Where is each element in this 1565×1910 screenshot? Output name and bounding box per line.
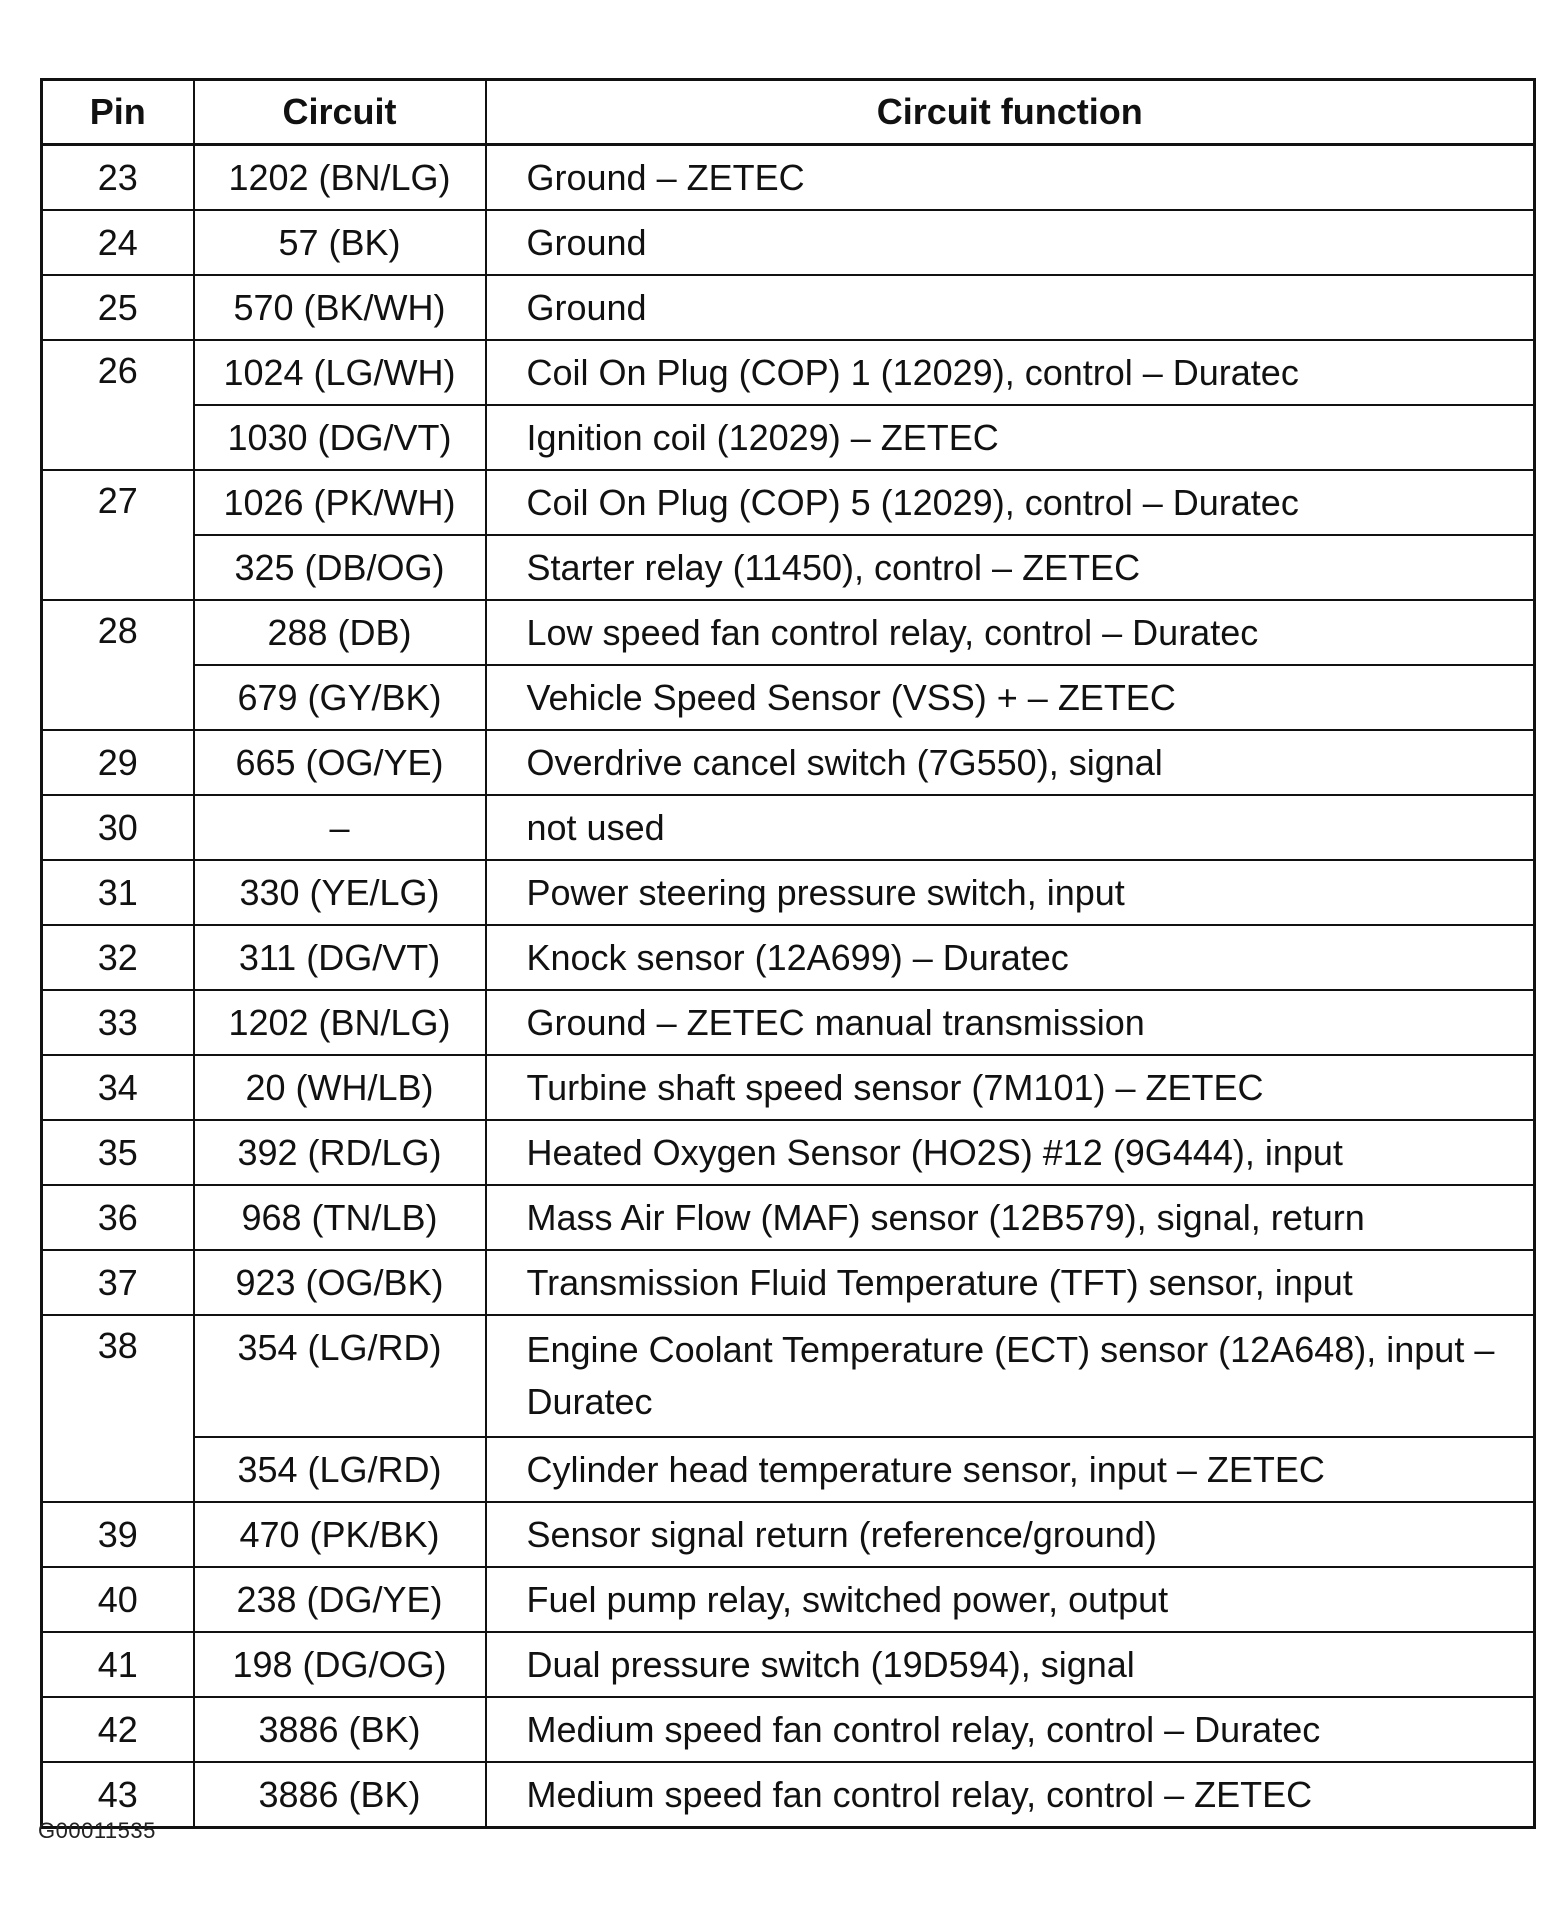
table-row [42, 405, 1535, 470]
circuit-cell: 1202 (BN/LG) [194, 145, 486, 211]
table-row [42, 1567, 1535, 1632]
circuit-cell: 57 (BK) [194, 210, 486, 275]
pin-cell: 41 [42, 1632, 194, 1697]
table-row [42, 1315, 1535, 1437]
pin-cell: 38 [42, 1315, 194, 1502]
table-row [42, 1055, 1535, 1120]
table-row [42, 1250, 1535, 1315]
table-row [42, 795, 1535, 860]
circuit-cell: – [194, 795, 486, 860]
table-row [42, 145, 1535, 211]
function-cell: Starter relay (11450), control – ZETEC [486, 535, 1535, 600]
pin-cell: 37 [42, 1250, 194, 1315]
circuit-cell: 288 (DB) [194, 600, 486, 665]
pin-cell: 39 [42, 1502, 194, 1567]
function-cell: Turbine shaft speed sensor (7M101) – ZETEC [486, 1055, 1535, 1120]
table-row [42, 470, 1535, 535]
pin-column-header: Pin [42, 80, 194, 145]
pin-cell: 35 [42, 1120, 194, 1185]
circuit-cell: 354 (LG/RD) [194, 1437, 486, 1502]
circuit-cell: 3886 (BK) [194, 1697, 486, 1762]
function-cell: Ignition coil (12029) – ZETEC [486, 405, 1535, 470]
function-cell: Ground – ZETEC [486, 145, 1535, 211]
pin-cell: 34 [42, 1055, 194, 1120]
function-cell: Transmission Fluid Temperature (TFT) sensor, input [486, 1250, 1535, 1315]
function-cell: Overdrive cancel switch (7G550), signal [486, 730, 1535, 795]
pin-circuit-table [40, 78, 1536, 1829]
pin-cell: 31 [42, 860, 194, 925]
table-row [42, 925, 1535, 990]
pin-cell: 23 [42, 145, 194, 211]
table-row [42, 860, 1535, 925]
table-row [42, 1437, 1535, 1502]
pin-cell: 43 [42, 1762, 194, 1828]
circuit-cell: 470 (PK/BK) [194, 1502, 486, 1567]
circuit-cell: 570 (BK/WH) [194, 275, 486, 340]
pin-cell: 26 [42, 340, 194, 470]
circuit-cell: 665 (OG/YE) [194, 730, 486, 795]
table-row [42, 730, 1535, 795]
table-row [42, 535, 1535, 600]
pin-cell: 32 [42, 925, 194, 990]
table-row [42, 1762, 1535, 1828]
pin-cell: 28 [42, 600, 194, 730]
table-row [42, 990, 1535, 1055]
circuit-cell: 1026 (PK/WH) [194, 470, 486, 535]
function-cell: Knock sensor (12A699) – Duratec [486, 925, 1535, 990]
table-row [42, 1502, 1535, 1567]
table-row [42, 600, 1535, 665]
circuit-cell: 923 (OG/BK) [194, 1250, 486, 1315]
table-row [42, 210, 1535, 275]
circuit-cell: 354 (LG/RD) [194, 1315, 486, 1437]
function-cell: Dual pressure switch (19D594), signal [486, 1632, 1535, 1697]
table-row [42, 1120, 1535, 1185]
function-cell: Heated Oxygen Sensor (HO2S) #12 (9G444), input [486, 1120, 1535, 1185]
function-cell: Cylinder head temperature sensor, input – ZETEC [486, 1437, 1535, 1502]
circuit-cell: 1202 (BN/LG) [194, 990, 486, 1055]
figure-id-label: G00011535 [38, 1818, 156, 1843]
circuit-cell: 330 (YE/LG) [194, 860, 486, 925]
function-cell: Fuel pump relay, switched power, output [486, 1567, 1535, 1632]
function-cell: Mass Air Flow (MAF) sensor (12B579), signal, return [486, 1185, 1535, 1250]
circuit-cell: 1030 (DG/VT) [194, 405, 486, 470]
circuit-column-header: Circuit [194, 80, 486, 145]
function-cell: Low speed fan control relay, control – Duratec [486, 600, 1535, 665]
circuit-cell: 20 (WH/LB) [194, 1055, 486, 1120]
function-cell: not used [486, 795, 1535, 860]
function-cell: Ground [486, 210, 1535, 275]
pin-cell: 25 [42, 275, 194, 340]
function-cell: Coil On Plug (COP) 1 (12029), control – Duratec [486, 340, 1535, 405]
function-cell: Coil On Plug (COP) 5 (12029), control – Duratec [486, 470, 1535, 535]
circuit-cell: 238 (DG/YE) [194, 1567, 486, 1632]
pin-cell: 40 [42, 1567, 194, 1632]
function-cell: Engine Coolant Temperature (ECT) sensor (12A648), input – Duratec [486, 1315, 1535, 1437]
circuit-cell: 968 (TN/LB) [194, 1185, 486, 1250]
table-row [42, 1632, 1535, 1697]
circuit-cell: 325 (DB/OG) [194, 535, 486, 600]
function-cell: Medium speed fan control relay, control – Duratec [486, 1697, 1535, 1762]
circuit-cell: 1024 (LG/WH) [194, 340, 486, 405]
circuit-cell: 679 (GY/BK) [194, 665, 486, 730]
function-column-header: Circuit function [486, 80, 1535, 145]
circuit-cell: 3886 (BK) [194, 1762, 486, 1828]
pin-cell: 29 [42, 730, 194, 795]
pin-cell: 24 [42, 210, 194, 275]
pin-cell: 30 [42, 795, 194, 860]
circuit-cell: 198 (DG/OG) [194, 1632, 486, 1697]
pin-cell: 36 [42, 1185, 194, 1250]
function-cell: Ground – ZETEC manual transmission [486, 990, 1535, 1055]
function-cell: Power steering pressure switch, input [486, 860, 1535, 925]
table-row [42, 1697, 1535, 1762]
pin-cell: 33 [42, 990, 194, 1055]
pin-cell: 42 [42, 1697, 194, 1762]
table-row [42, 275, 1535, 340]
table-row [42, 340, 1535, 405]
function-cell: Ground [486, 275, 1535, 340]
function-cell: Sensor signal return (reference/ground) [486, 1502, 1535, 1567]
table-row [42, 665, 1535, 730]
circuit-cell: 392 (RD/LG) [194, 1120, 486, 1185]
function-cell: Vehicle Speed Sensor (VSS) + – ZETEC [486, 665, 1535, 730]
function-cell: Medium speed fan control relay, control – ZETEC [486, 1762, 1535, 1828]
circuit-cell: 311 (DG/VT) [194, 925, 486, 990]
table-header-row [42, 80, 1535, 145]
pin-cell: 27 [42, 470, 194, 600]
table-row [42, 1185, 1535, 1250]
